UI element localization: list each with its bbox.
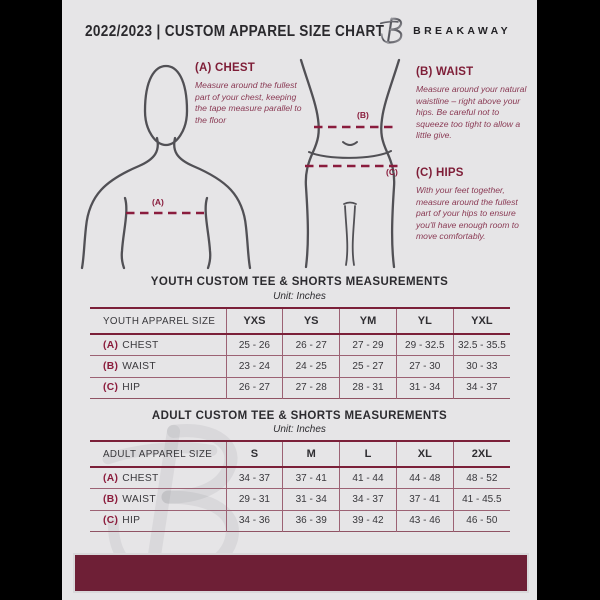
row-label-cell — [90, 334, 226, 356]
torso-right-chest-line — [206, 198, 211, 268]
adult-table-unit: Unit: Inches — [273, 424, 326, 435]
youth-size-table — [90, 307, 510, 399]
size-column-header: 2XL — [453, 441, 510, 467]
size-column-header: M — [283, 441, 340, 467]
chest-marker-label: (A) — [152, 197, 164, 207]
size-column-header: YS — [283, 308, 340, 334]
breakaway-b-icon — [379, 16, 406, 45]
size-cell: 41 - 45.5 — [453, 489, 510, 511]
table-row — [90, 467, 510, 489]
hip-curve-line — [309, 151, 391, 158]
table-header-row — [90, 441, 510, 467]
size-cell: 31 - 34 — [283, 489, 340, 511]
size-cell: 32.5 - 35.5 — [453, 334, 510, 356]
left-black-bar — [0, 0, 62, 600]
chest-guide-block — [195, 62, 305, 126]
table-header-row — [90, 308, 510, 334]
size-cell: 27 - 30 — [396, 356, 453, 378]
size-cell: 48 - 52 — [453, 467, 510, 489]
size-cell: 24 - 25 — [283, 356, 340, 378]
waist-guide-heading: (B) WAIST — [416, 66, 474, 78]
torso-head-outline — [145, 66, 187, 145]
youth-table-unit: Unit: Inches — [273, 291, 326, 302]
size-column-header: YXL — [453, 308, 510, 334]
adult-table-title: ADULT CUSTOM TEE & SHORTS MEASUREMENTS — [151, 410, 448, 422]
size-cell: 34 - 37 — [226, 467, 283, 489]
size-cell: 25 - 26 — [226, 334, 283, 356]
size-cell: 23 - 24 — [226, 356, 283, 378]
torso-left-shoulder — [82, 138, 158, 268]
table-row — [90, 510, 510, 532]
table-row — [90, 356, 510, 378]
size-cell: 43 - 46 — [396, 510, 453, 532]
hips-guide-text: With your feet together, measure around the fullest part of your hips to ensure you'll have enough room to move comfortably. — [416, 185, 519, 242]
torso-left-chest-line — [122, 198, 127, 268]
footer-bar — [73, 553, 529, 593]
chest-guide-heading: (A) CHEST — [195, 62, 255, 74]
size-column-header: S — [226, 441, 283, 467]
size-cell: 34 - 37 — [340, 489, 397, 511]
row-label: WAIST — [122, 493, 156, 505]
size-cell: 36 - 39 — [283, 510, 340, 532]
size-cell: 30 - 33 — [453, 356, 510, 378]
row-label-cell — [90, 489, 226, 511]
waist-marker-label: (B) — [357, 110, 369, 120]
size-column-header: XL — [396, 441, 453, 467]
row-marker: (A) — [103, 339, 119, 351]
size-cell: 28 - 31 — [340, 377, 397, 399]
navel-mark — [343, 142, 357, 145]
chest-guide-text: Measure around the fullest part of your chest, keeping the tape measure parallel to the floor — [195, 80, 302, 125]
youth-size-label-header: YOUTH APPAREL SIZE — [90, 308, 226, 334]
youth-table-title: YOUTH CUSTOM TEE & SHORTS MEASUREMENTS — [150, 276, 449, 288]
adult-size-label-header: ADULT APPAREL SIZE — [90, 441, 226, 467]
row-label-cell — [90, 467, 226, 489]
size-chart-page — [62, 0, 537, 600]
breakaway-logo — [379, 16, 511, 45]
row-marker: (B) — [103, 360, 119, 372]
row-label-cell — [90, 356, 226, 378]
size-cell: 31 - 34 — [396, 377, 453, 399]
size-cell: 29 - 31 — [226, 489, 283, 511]
row-label-cell — [90, 510, 226, 532]
waist-guide-block — [416, 66, 528, 142]
hips-marker-label: (C) — [386, 167, 398, 177]
table-row — [90, 489, 510, 511]
hips-right-outline — [381, 60, 399, 267]
size-cell: 27 - 28 — [283, 377, 340, 399]
size-cell: 39 - 42 — [340, 510, 397, 532]
size-cell: 26 - 27 — [283, 334, 340, 356]
row-marker: (A) — [103, 472, 119, 484]
row-label: CHEST — [122, 472, 159, 484]
row-label: HIP — [122, 515, 141, 527]
size-cell: 29 - 32.5 — [396, 334, 453, 356]
table-row — [90, 377, 510, 399]
size-cell: 46 - 50 — [453, 510, 510, 532]
hips-guide-heading: (C) HIPS — [416, 167, 464, 179]
right-black-bar — [537, 0, 600, 600]
page-title: 2022/2023 | CUSTOM APPAREL SIZE CHART — [85, 23, 385, 40]
size-cell: 44 - 48 — [396, 467, 453, 489]
size-cell: 37 - 41 — [283, 467, 340, 489]
size-column-header: YXS — [226, 308, 283, 334]
size-cell: 34 - 36 — [226, 510, 283, 532]
size-column-header: YL — [396, 308, 453, 334]
size-cell: 41 - 44 — [340, 467, 397, 489]
inner-leg-cap — [344, 203, 356, 205]
size-cell: 34 - 37 — [453, 377, 510, 399]
size-cell: 27 - 29 — [340, 334, 397, 356]
size-column-header: YM — [340, 308, 397, 334]
adult-size-table — [90, 440, 510, 532]
row-label: WAIST — [122, 360, 156, 372]
torso-right-shoulder — [174, 138, 250, 268]
row-label: CHEST — [122, 339, 159, 351]
waist-guide-text: Measure around your natural waistline – right above your hips. Be careful not to squeeze too tight to allow a little give. — [416, 84, 527, 141]
size-column-header: L — [340, 441, 397, 467]
size-cell: 25 - 27 — [340, 356, 397, 378]
row-marker: (C) — [103, 515, 119, 527]
size-cell: 37 - 41 — [396, 489, 453, 511]
hips-guide-block — [416, 167, 528, 243]
size-cell: 26 - 27 — [226, 377, 283, 399]
row-marker: (B) — [103, 493, 119, 505]
brand-wordmark: BREAKAWAY — [413, 24, 511, 37]
row-label-cell — [90, 377, 226, 399]
row-label: HIP — [122, 382, 141, 394]
row-marker: (C) — [103, 382, 119, 394]
inner-leg-right — [353, 206, 355, 265]
table-row — [90, 334, 510, 356]
inner-leg-left — [345, 206, 347, 265]
